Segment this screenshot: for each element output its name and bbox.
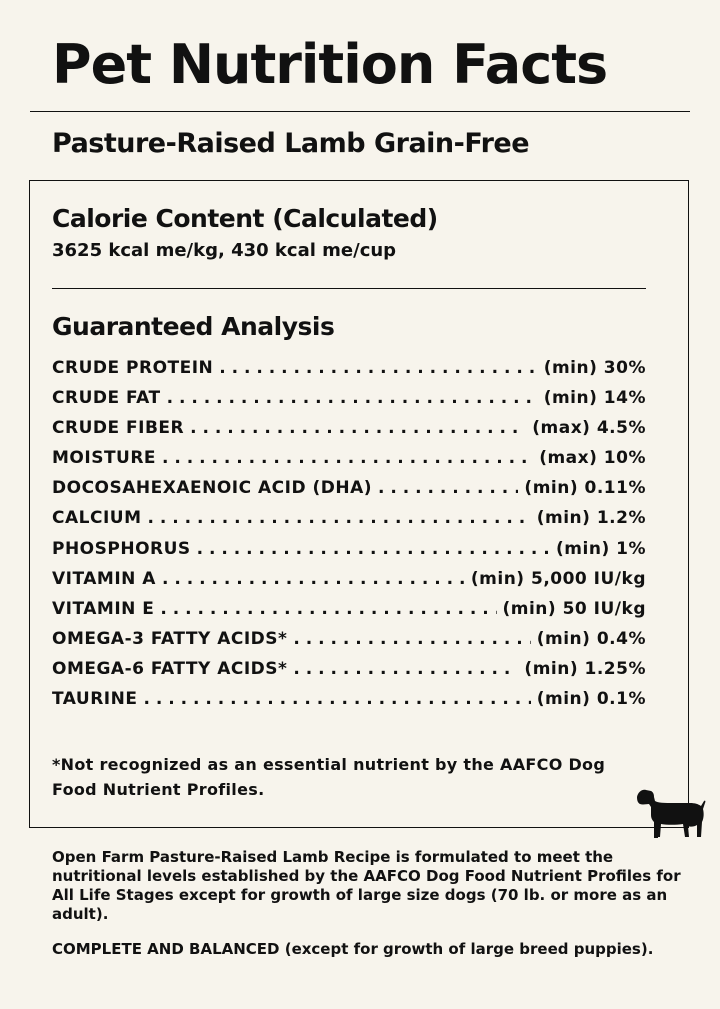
nutrient-name: DOCOSAHEXAENOIC ACID (DHA) [52,478,373,499]
dot-leader [197,534,550,564]
dot-leader [160,594,496,624]
nutrient-name: OMEGA-3 FATTY ACIDS* [52,628,288,649]
calorie-value: 3625 kcal me/kg, 430 kcal me/cup [52,240,397,261]
complete-balanced-statement: COMPLETE AND BALANCED (except for growth of large breed puppies). [52,940,654,958]
nutrient-name: MOISTURE [52,448,157,469]
nutrient-name: VITAMIN A [52,568,156,589]
nutrient-value: (min) 1% [556,538,646,559]
nutrient-value: (min) 1.2% [536,508,646,529]
nutrient-value: (max) 10% [539,448,646,469]
dot-leader [143,684,530,714]
analysis-row [52,383,646,413]
analysis-row [52,684,646,714]
dog-silhouette-icon [634,785,708,841]
nutrient-value: (min) 14% [543,388,646,409]
nutrient-value: (min) 1.25% [524,658,646,679]
analysis-list [52,353,646,714]
dot-leader [293,624,530,654]
product-name: Pasture-Raised Lamb Grain-Free [52,128,530,159]
dot-leader [378,473,518,503]
analysis-row [52,654,646,684]
analysis-row [52,564,646,594]
nutrient-name: CRUDE FAT [52,388,161,409]
aafco-statement: Open Farm Pasture-Raised Lamb Recipe is formulated to meet the nutritional levels established by the AAFCO Dog Food Nutrient Profiles for All Life Stages except for growth of large size dogs (70 lb. or more as an adult). [52,848,681,923]
nutrient-name: TAURINE [52,689,138,710]
dot-leader [167,383,538,413]
analysis-row [52,473,646,503]
page-title: Pet Nutrition Facts [52,33,608,96]
nutrient-name: PHOSPHORUS [52,538,191,559]
nutrient-value: (min) 0.4% [536,628,646,649]
nutrient-value: (max) 4.5% [532,418,646,439]
calorie-heading: Calorie Content (Calculated) [52,204,438,233]
analysis-row [52,624,646,654]
dot-leader [162,443,533,473]
nutrient-name: VITAMIN E [52,598,155,619]
analysis-row [52,503,646,533]
dot-leader [293,654,518,684]
nutrient-name: CALCIUM [52,508,142,529]
analysis-row [52,353,646,383]
analysis-row [52,413,646,443]
nutrient-value: (min) 50 IU/kg [502,598,646,619]
nutrient-value: (min) 0.11% [524,478,646,499]
title-divider [30,111,690,112]
footnote: *Not recognized as an essential nutrient by the AAFCO Dog Food Nutrient Profiles. [52,755,606,799]
analysis-row [52,443,646,473]
dot-leader [219,353,537,383]
nutrient-name: OMEGA-6 FATTY ACIDS* [52,658,288,679]
nutrient-name: CRUDE FIBER [52,418,185,439]
dot-leader [162,564,465,594]
section-divider [52,288,646,289]
dot-leader [190,413,526,443]
nutrient-value: (min) 0.1% [536,689,646,710]
nutrient-value: (min) 30% [543,358,646,378]
dot-leader [148,503,531,533]
nutrient-value: (min) 5,000 IU/kg [470,568,646,589]
analysis-heading: Guaranteed Analysis [52,312,335,341]
analysis-row [52,594,646,624]
nutrient-name: CRUDE PROTEIN [52,358,214,378]
analysis-row [52,534,646,564]
